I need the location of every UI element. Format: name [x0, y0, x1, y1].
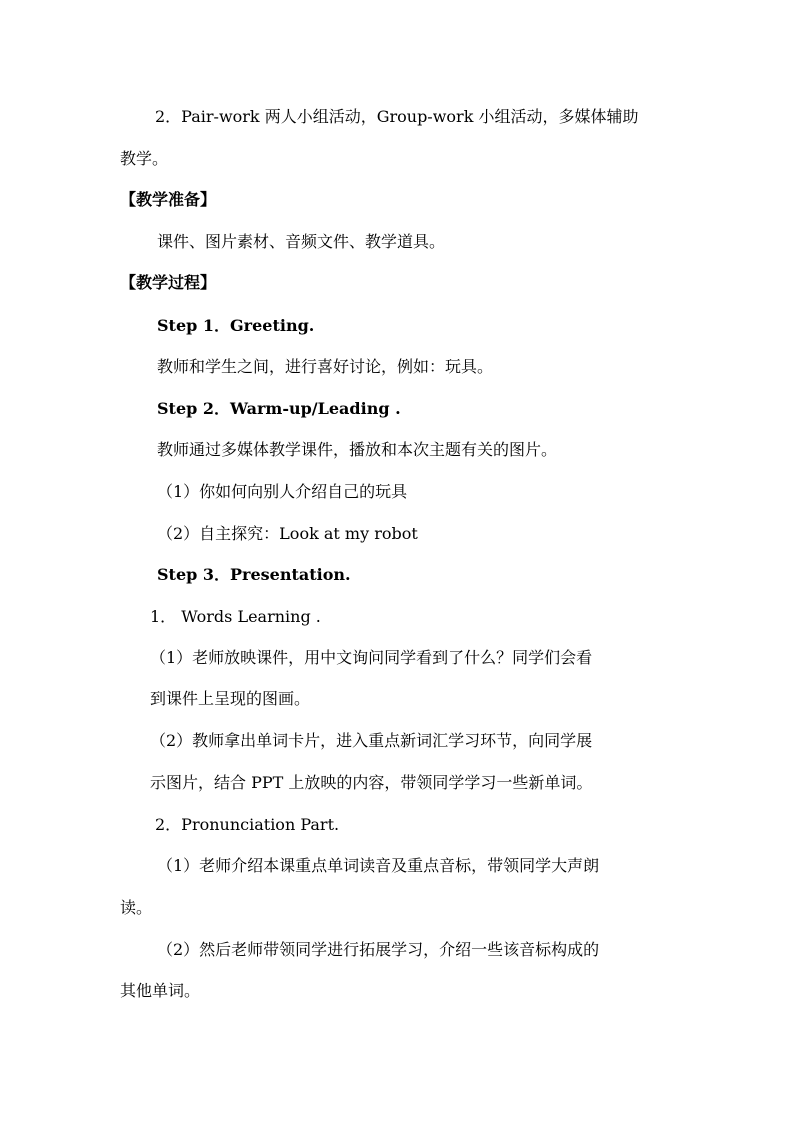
- text-line: 1． Words Learning .: [150, 607, 321, 626]
- step-heading: Step 3．Presentation.: [157, 565, 351, 584]
- text-line: （1）你如何向别人介绍自己的玩具: [157, 482, 408, 501]
- text-line: 2．Pronunciation Part.: [155, 815, 340, 834]
- text-line: （2）教师拿出单词卡片，进入重点新词汇学习环节，向同学展: [150, 731, 593, 750]
- step-heading: Step 2．Warm-up/Leading .: [157, 399, 401, 418]
- text-line: 教师通过多媒体教学课件，播放和本次主题有关的图片。: [157, 440, 558, 459]
- text-line: 其他单词。: [120, 981, 201, 1000]
- text-line: （1）老师放映课件，用中文询问同学看到了什么？同学们会看: [150, 648, 593, 667]
- text-line: 2．Pair-work 两人小组活动，Group-work 小组活动，多媒体辅助: [155, 107, 639, 126]
- text-line: （2）然后老师带领同学进行拓展学习，介绍一些该音标构成的: [157, 940, 600, 959]
- text-line: 课件、图片素材、音频文件、教学道具。: [157, 232, 446, 251]
- text-line: 教学。: [120, 149, 169, 168]
- text-line: 教师和学生之间，进行喜好讨论，例如：玩具。: [157, 357, 494, 376]
- text-line: （2）自主探究：Look at my robot: [157, 524, 418, 543]
- section-heading-preparation: 【教学准备】: [120, 190, 217, 209]
- text-line: 到课件上呈现的图画。: [150, 689, 311, 708]
- text-line: （1）老师介绍本课重点单词读音及重点音标，带领同学大声朗: [157, 856, 600, 875]
- text-line: 示图片，结合 PPT 上放映的内容，带领同学学习一些新单词。: [150, 773, 593, 792]
- step-heading: Step 1．Greeting.: [157, 316, 315, 335]
- text-line: 读。: [120, 898, 153, 917]
- section-heading-process: 【教学过程】: [120, 273, 217, 292]
